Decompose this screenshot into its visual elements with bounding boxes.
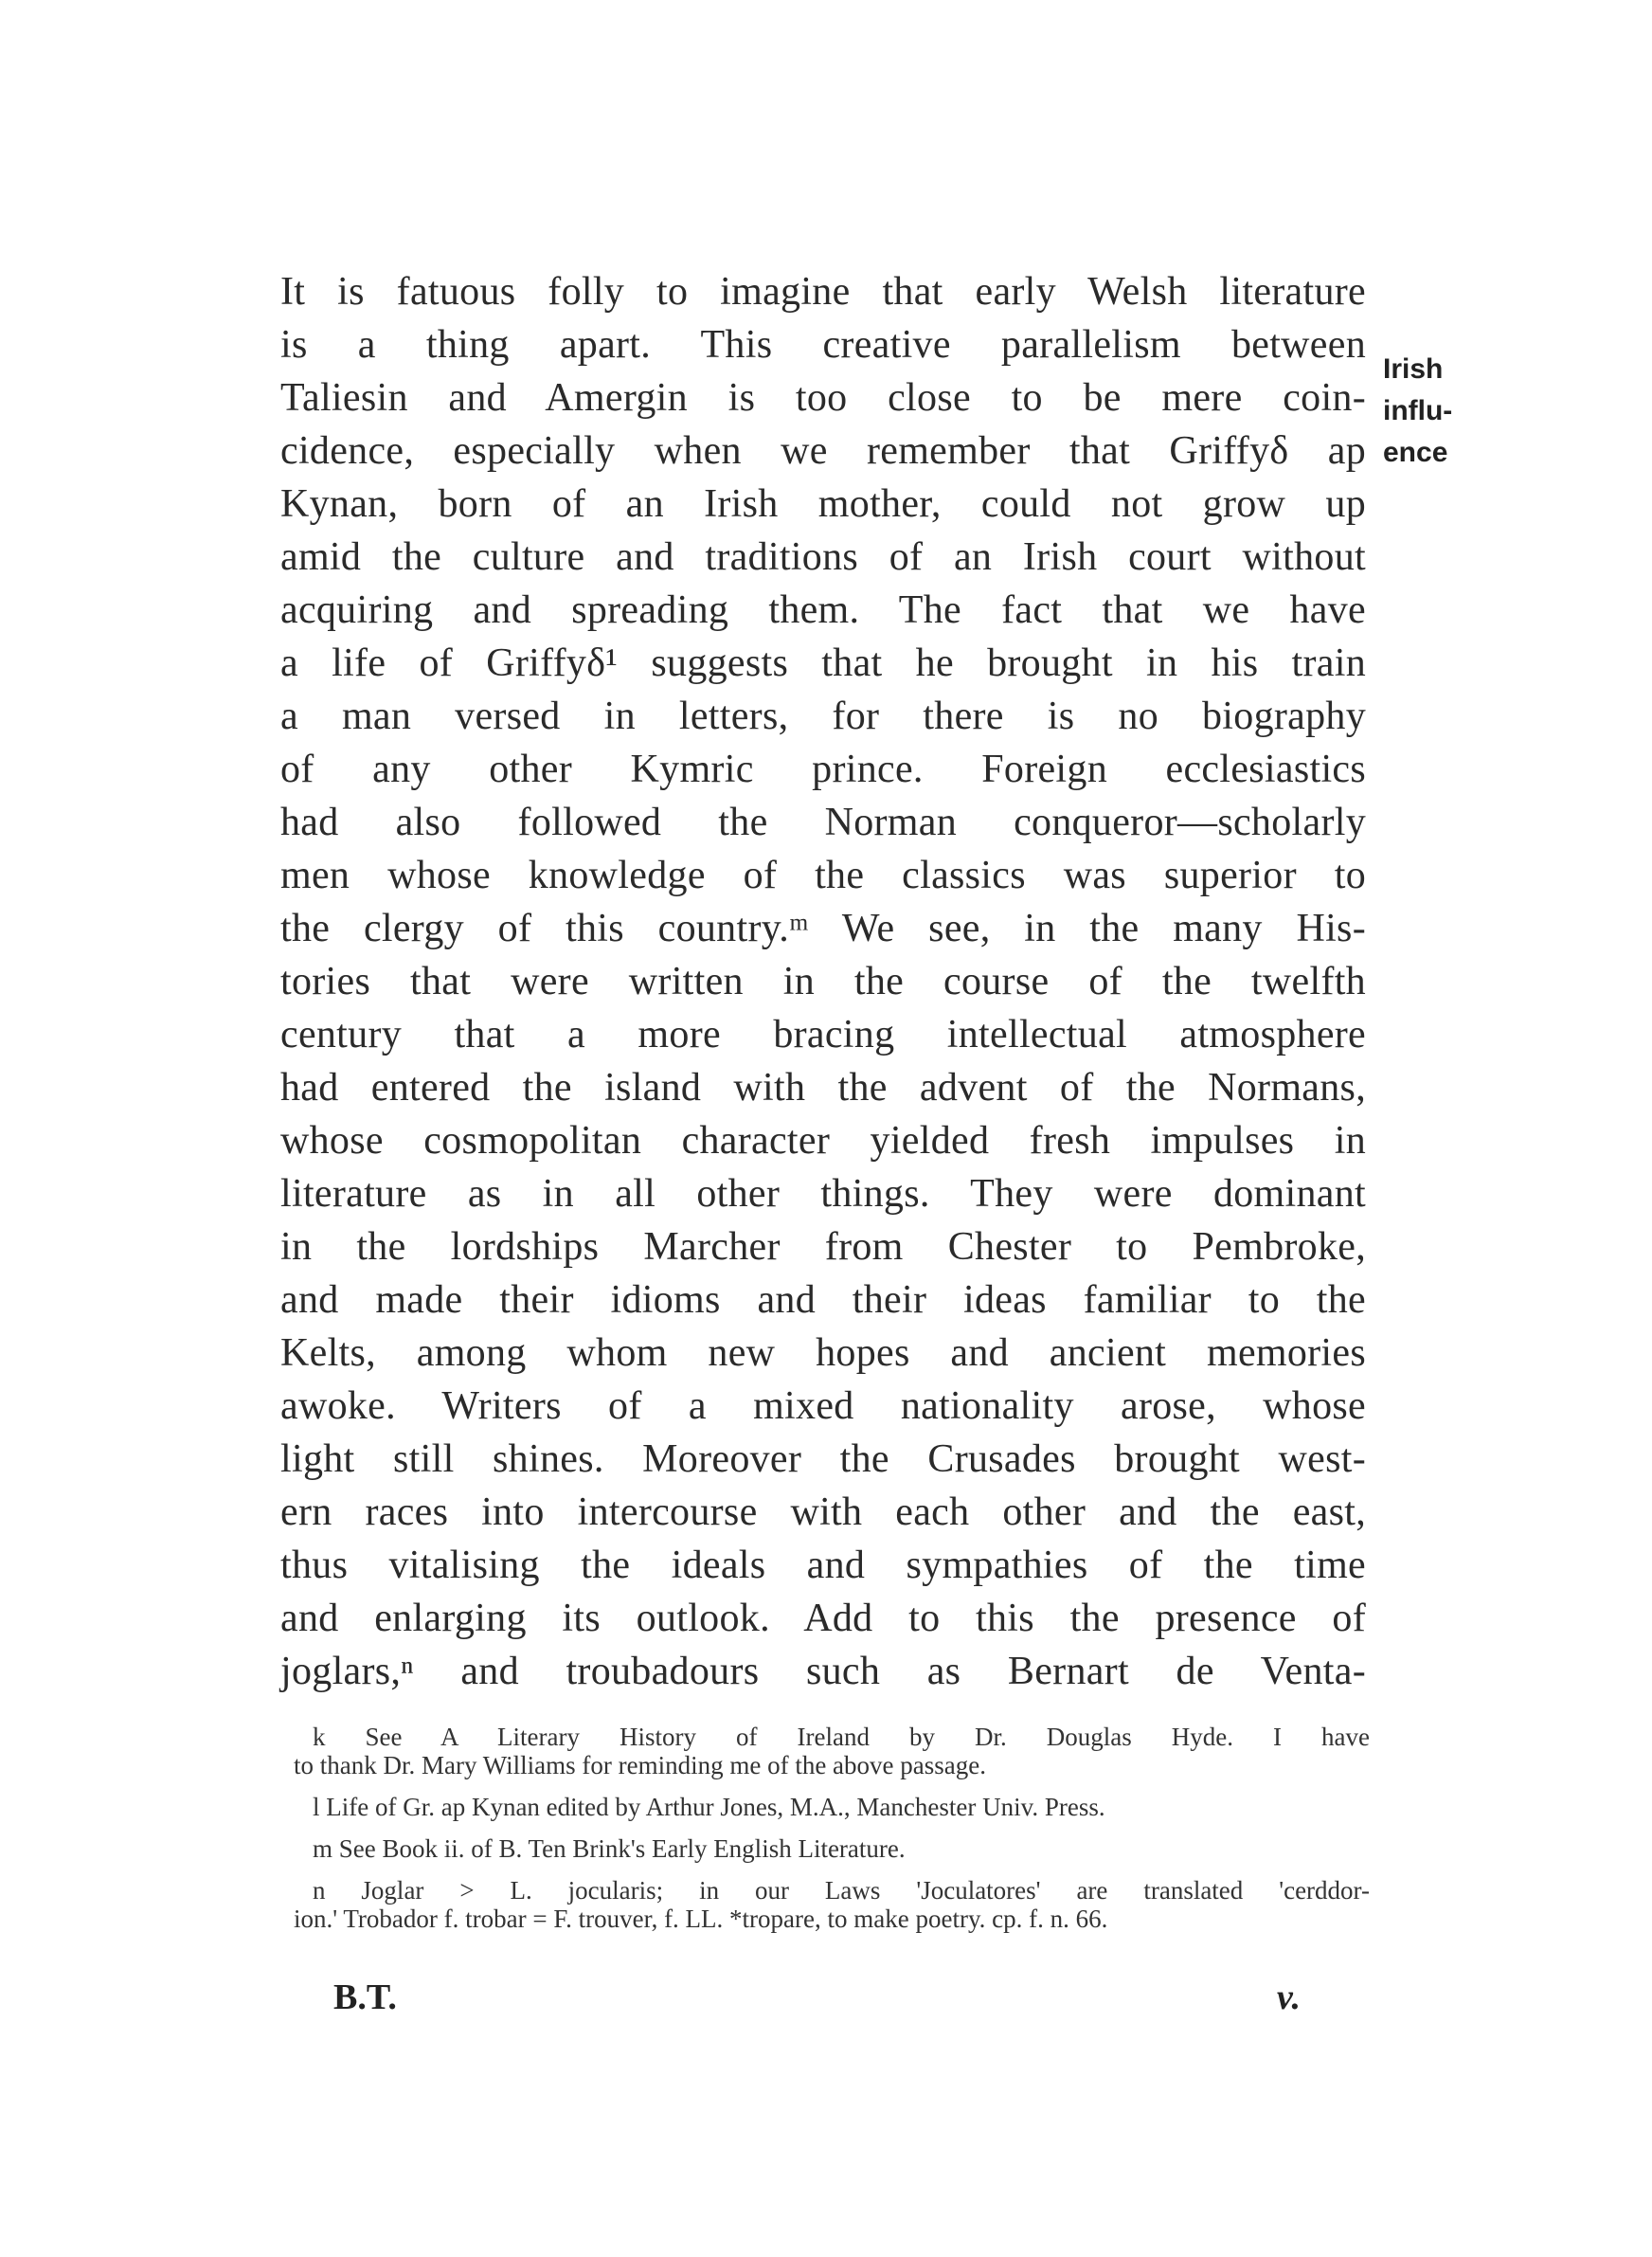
body-line: literature as in all other things. They were dominant	[280, 1172, 1366, 1216]
body-line: the clergy of this country.ᵐ We see, in the many His-	[280, 907, 1366, 950]
body-line: ern races into intercourse with each other and the east,	[280, 1490, 1366, 1534]
footnote-line: n Joglar > L. jocularis; in our Laws 'Joculatores' are translated 'cerddor-	[313, 1876, 1370, 1905]
body-line: light still shines. Moreover the Crusades brought west-	[280, 1437, 1366, 1481]
body-line: awoke. Writers of a mixed nationality arose, whose	[280, 1384, 1366, 1428]
body-line: It is fatuous folly to imagine that early Welsh literature	[280, 270, 1366, 314]
margin-note-line: ence	[1383, 437, 1448, 468]
body-line: joglars,ⁿ and troubadours such as Bernart de Venta-	[280, 1650, 1366, 1693]
margin-note	[1383, 349, 1497, 474]
body-line: century that a more bracing intellectual atmosphere	[280, 1013, 1366, 1056]
body-line: of any other Kymric prince. Foreign ecclesiastics	[280, 748, 1366, 791]
body-line: is a thing apart. This creative parallelism between	[280, 323, 1366, 367]
body-line: had also followed the Norman conqueror—scholarly	[280, 801, 1366, 844]
footnotes	[294, 1723, 1370, 1946]
body-line: Kynan, born of an Irish mother, could not grow up	[280, 482, 1366, 526]
body-line: amid the culture and traditions of an Irish court without	[280, 535, 1366, 579]
signature-mark: B.T.	[333, 1977, 397, 2017]
footnote-k	[294, 1723, 1370, 1779]
body-line: Taliesin and Amergin is too close to be mere coin-	[280, 376, 1366, 420]
footnote-line: to thank Dr. Mary Williams for reminding me of the above passage.	[294, 1751, 986, 1779]
footnote-line: ion.' Trobador f. trobar = F. trouver, f. LL. *tropare, to make poetry. cp. f. n. 66.	[294, 1905, 1108, 1933]
body-line: cidence, especially when we remember that Griffyδ ap	[280, 429, 1366, 473]
footnote-line: k See A Literary History of Ireland by Dr. Douglas Hyde. I have	[313, 1723, 1370, 1751]
margin-note-line: influ-	[1383, 395, 1453, 426]
body-line: a man versed in letters, for there is no biography	[280, 695, 1366, 738]
body-line: and made their idioms and their ideas familiar to the	[280, 1278, 1366, 1322]
footnote-n	[294, 1876, 1370, 1933]
body-line: in the lordships Marcher from Chester to Pembroke,	[280, 1225, 1366, 1269]
body-line: acquiring and spreading them. The fact that we have	[280, 588, 1366, 632]
body-line: and enlarging its outlook. Add to this the presence of	[280, 1597, 1366, 1640]
body-line: Kelts, among whom new hopes and ancient memories	[280, 1331, 1366, 1375]
body-line: men whose knowledge of the classics was superior to	[280, 854, 1366, 897]
body-line: tories that were written in the course of the twelfth	[280, 960, 1366, 1003]
body-text	[280, 265, 1366, 1698]
footnote-line: m See Book ii. of B. Ten Brink's Early English Literature.	[313, 1834, 906, 1863]
footnote-m	[294, 1834, 1370, 1863]
signature-number: v.	[1277, 1977, 1301, 2017]
margin-note-line: Irish	[1383, 353, 1444, 385]
body-line: a life of Griffyδ¹ suggests that he brought in his train	[280, 641, 1366, 685]
body-line: whose cosmopolitan character yielded fresh impulses in	[280, 1119, 1366, 1163]
body-line: had entered the island with the advent of the Normans,	[280, 1066, 1366, 1110]
footnote-l	[294, 1793, 1370, 1821]
body-line: thus vitalising the ideals and sympathies of the time	[280, 1544, 1366, 1587]
footnote-line: l Life of Gr. ap Kynan edited by Arthur Jones, M.A., Manchester Univ. Press.	[313, 1793, 1105, 1821]
